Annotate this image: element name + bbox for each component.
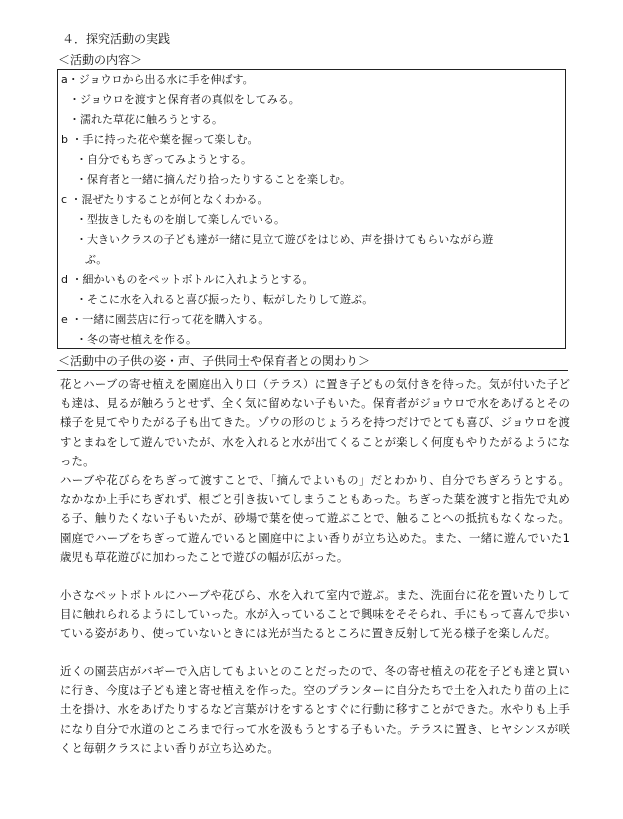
activity-content-heading: ＜活動の内容＞ <box>58 53 143 67</box>
activity-line-c3: ・大きいクラスの子ども達が一緒に見立て遊びをはじめ、声を掛けてもらいながら遊 <box>76 233 494 246</box>
heading-divider <box>57 370 568 371</box>
activity-line-e1: e ・一緒に園芸店に行って花を購入する。 <box>61 313 270 326</box>
activity-line-c1: c ・混ぜたりすることが何となくわかる。 <box>61 193 269 206</box>
activity-line-a3: ・濡れた草花に触ろうとする。 <box>69 113 223 126</box>
activity-line-b1: b ・手に持った花や葉を握って楽しむ。 <box>61 133 259 146</box>
activity-content-box <box>57 69 566 349</box>
activity-line-a1: a・ジョウロから出る水に手を伸ばす。 <box>61 73 254 86</box>
paragraph-pet-bottle: 小さなペットボトルにハーブや花びら、水を入れて室内で遊ぶ。また、洗面台に花を置いたりして目に触れられるようにしていった。水が入っていることで興味をそそられ、手にもって喜んで歩いている姿があり、使っていないときには光が当たるところに置き反射して光る様子を楽しんだ。 <box>60 588 570 641</box>
activity-line-c3-cont: ぶ。 <box>85 253 108 266</box>
paragraph-herb-planter: 花とハーブの寄せ植えを園庭出入り口（テラス）に置き子どもの気付きを待った。気が付いた子ども達は、見るが触ろうとせず、全く気に留めない子もいた。保育者がジョウロで水をあげるとその様子を見てやりたがる子も出てきた。ゾウの形のじょうろを持つだけでとても喜び、ジョウロを渡すとまねをして遊んでいたが、水を入れると水が出てくることが楽しく何度もやりたがるようになった。 <box>60 377 570 468</box>
children-behavior-heading: ＜活動中の子供の姿・声、子供同士や保育者との関わり＞ <box>58 354 371 368</box>
paragraph-picking-leaves: ハーブや花びらをちぎって渡すことで、「摘んでよいもの」だとわかり、自分でちぎろうとする。なかなか上手にちぎれず、根ごと引き抜いてしまうこともあった。ちぎった葉を渡すと指先で丸める子、触りたくない子もいたが、砂場で葉を使って遊ぶことで、触ることへの抵抗もなくなった。園庭でハーブをちぎって遊んでいると園庭中によい香りが立ち込めた。また、一緒に遊んでいた1歳児も草花遊びに加わったことで遊びの幅が広がった。 <box>60 473 570 564</box>
activity-line-d2: ・そこに水を入れると喜び振ったり、転がしたりして遊ぶ。 <box>76 293 374 306</box>
activity-line-b3: ・保育者と一緒に摘んだり拾ったりすることを楽しむ。 <box>76 173 351 186</box>
activity-line-a2: ・ジョウロを渡すと保育者の真似をしてみる。 <box>69 93 300 106</box>
activity-line-c2: ・型抜きしたものを崩して楽しんでいる。 <box>76 213 285 226</box>
paragraph-garden-shop: 近くの園芸店がバギーで入店してもよいとのことだったので、冬の寄せ植えの花を子ども達と買いに行き、今度は子ども達と寄せ植えを作った。空のプランターに自分たちで土を入れたり苗の上に土を掛け、水をあげたりするなど言葉がけをするとすぐに行動に移すことができた。水やりも上手になり自分で水道のところまで行って水を汲もうとする子もいた。テラスに置き、ヒヤシンスが咲くと毎朝クラスによい香りが立ち込めた。 <box>60 664 570 755</box>
activity-line-d1: d ・細かいものをペットボトルに入れようとする。 <box>61 273 314 286</box>
activity-line-b2: ・自分でもちぎってみようとする。 <box>76 153 252 166</box>
activity-line-e2: ・冬の寄せ植えを作る。 <box>76 333 197 346</box>
section-title: ４．探究活動の実践 <box>62 32 171 46</box>
